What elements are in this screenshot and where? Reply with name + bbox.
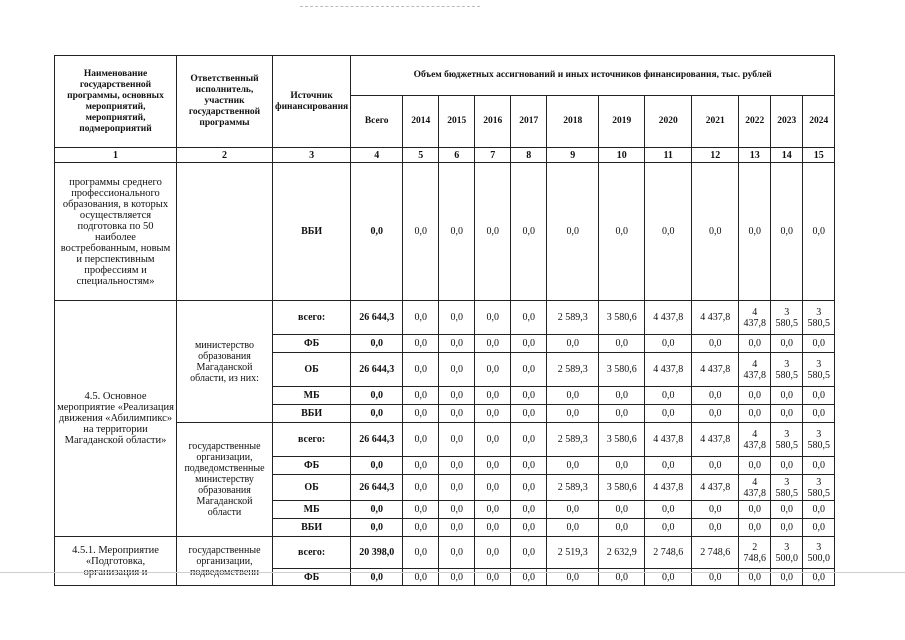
year-header: 2018 <box>547 96 599 148</box>
value-cell: 0,0 <box>547 335 599 353</box>
value-cell: 0,0 <box>547 519 599 537</box>
value-cell: 0,0 <box>403 353 439 387</box>
value-cell: 3 580,5 <box>803 353 835 387</box>
value-cell: 3 500,0 <box>771 537 803 569</box>
value-cell: 0,0 <box>547 569 599 586</box>
column-number: 15 <box>803 148 835 163</box>
year-header: 2019 <box>599 96 645 148</box>
value-cell: 2 589,3 <box>547 301 599 335</box>
value-cell: 0,0 <box>511 387 547 405</box>
value-cell: 20 398,0 <box>351 537 403 569</box>
column-number: 5 <box>403 148 439 163</box>
bottom-scan-line <box>0 572 905 573</box>
value-cell: 0,0 <box>803 163 835 301</box>
value-cell: 0,0 <box>403 387 439 405</box>
header-name: Наименование государственной программы, основных мероприятий, мероприятий, подмероприятий <box>55 56 177 148</box>
value-cell: 0,0 <box>645 163 692 301</box>
value-cell: 0,0 <box>692 519 739 537</box>
value-cell: 4 437,8 <box>692 475 739 501</box>
value-cell: 0,0 <box>439 501 475 519</box>
value-cell: 3 580,6 <box>599 423 645 457</box>
value-cell: 0,0 <box>403 519 439 537</box>
value-cell: 0,0 <box>351 163 403 301</box>
value-cell: 4 437,8 <box>692 301 739 335</box>
value-cell: 3 580,6 <box>599 353 645 387</box>
budget-table <box>54 55 835 586</box>
value-cell: 0,0 <box>599 569 645 586</box>
value-cell: 0,0 <box>403 475 439 501</box>
column-number: 14 <box>771 148 803 163</box>
source-cell: всего: <box>273 423 351 457</box>
source-cell: МБ <box>273 387 351 405</box>
value-cell: 0,0 <box>403 569 439 586</box>
value-cell: 4 437,8 <box>645 475 692 501</box>
value-cell: 0,0 <box>475 301 511 335</box>
year-header: 2017 <box>511 96 547 148</box>
value-cell: 0,0 <box>692 569 739 586</box>
source-cell: МБ <box>273 501 351 519</box>
value-cell: 0,0 <box>692 405 739 423</box>
value-cell: 0,0 <box>475 353 511 387</box>
value-cell: 0,0 <box>547 387 599 405</box>
column-number: 12 <box>692 148 739 163</box>
value-cell: 0,0 <box>599 519 645 537</box>
value-cell: 0,0 <box>547 163 599 301</box>
year-header: 2016 <box>475 96 511 148</box>
value-cell: 26 644,3 <box>351 301 403 335</box>
source-cell: ВБИ <box>273 405 351 423</box>
year-header: 2014 <box>403 96 439 148</box>
value-cell: 0,0 <box>645 405 692 423</box>
value-cell: 0,0 <box>771 335 803 353</box>
value-cell: 0,0 <box>439 163 475 301</box>
value-cell: 0,0 <box>403 163 439 301</box>
value-cell: 0,0 <box>511 475 547 501</box>
value-cell: 0,0 <box>599 405 645 423</box>
executor-cell: государственные организации, подведомственн <box>177 537 273 586</box>
column-number: 1 <box>55 148 177 163</box>
value-cell: 3 580,5 <box>771 475 803 501</box>
value-cell: 0,0 <box>439 475 475 501</box>
table-row <box>55 301 835 335</box>
value-cell: 2 632,9 <box>599 537 645 569</box>
value-cell: 0,0 <box>511 519 547 537</box>
value-cell: 2 589,3 <box>547 353 599 387</box>
source-cell: всего: <box>273 301 351 335</box>
value-cell: 0,0 <box>599 335 645 353</box>
value-cell: 0,0 <box>439 387 475 405</box>
executor-cell <box>177 163 273 301</box>
column-number: 3 <box>273 148 351 163</box>
header-source: Источник финансирования <box>273 56 351 148</box>
value-cell: 0,0 <box>439 519 475 537</box>
value-cell: 0,0 <box>475 501 511 519</box>
value-cell: 0,0 <box>403 457 439 475</box>
value-cell: 0,0 <box>511 335 547 353</box>
year-header: Всего <box>351 96 403 148</box>
value-cell: 0,0 <box>475 405 511 423</box>
value-cell: 0,0 <box>439 457 475 475</box>
value-cell: 0,0 <box>771 457 803 475</box>
value-cell: 0,0 <box>511 457 547 475</box>
value-cell: 0,0 <box>439 353 475 387</box>
column-number: 13 <box>739 148 771 163</box>
value-cell: 0,0 <box>645 569 692 586</box>
value-cell: 0,0 <box>511 301 547 335</box>
value-cell: 0,0 <box>645 335 692 353</box>
value-cell: 0,0 <box>475 475 511 501</box>
value-cell: 0,0 <box>351 405 403 423</box>
value-cell: 0,0 <box>645 387 692 405</box>
value-cell: 2 748,6 <box>692 537 739 569</box>
column-number: 8 <box>511 148 547 163</box>
value-cell: 3 580,6 <box>599 475 645 501</box>
value-cell: 4 437,8 <box>645 423 692 457</box>
table-row <box>55 163 835 301</box>
value-cell: 0,0 <box>803 569 835 586</box>
value-cell: 0,0 <box>771 569 803 586</box>
value-cell: 0,0 <box>439 423 475 457</box>
year-header: 2024 <box>803 96 835 148</box>
value-cell: 0,0 <box>511 423 547 457</box>
value-cell: 0,0 <box>645 519 692 537</box>
source-cell: ОБ <box>273 475 351 501</box>
value-cell: 0,0 <box>739 569 771 586</box>
column-number: 4 <box>351 148 403 163</box>
value-cell: 3 580,5 <box>771 423 803 457</box>
value-cell: 0,0 <box>739 457 771 475</box>
value-cell: 0,0 <box>547 457 599 475</box>
value-cell: 0,0 <box>403 335 439 353</box>
value-cell: 4 437,8 <box>692 423 739 457</box>
column-number: 9 <box>547 148 599 163</box>
value-cell: 26 644,3 <box>351 423 403 457</box>
value-cell: 0,0 <box>403 405 439 423</box>
value-cell: 0,0 <box>547 501 599 519</box>
value-cell: 0,0 <box>739 501 771 519</box>
year-header: 2020 <box>645 96 692 148</box>
value-cell: 0,0 <box>771 163 803 301</box>
value-cell: 0,0 <box>511 569 547 586</box>
program-name: программы среднего профессионального образования, в которых осуществляется подготовка по 50 наиболее востребованным, новым и перспективным профессиям и специальностям» <box>55 163 177 301</box>
value-cell: 0,0 <box>692 163 739 301</box>
value-cell: 0,0 <box>599 457 645 475</box>
value-cell: 0,0 <box>511 537 547 569</box>
value-cell: 0,0 <box>692 457 739 475</box>
value-cell: 0,0 <box>803 519 835 537</box>
value-cell: 3 580,6 <box>599 301 645 335</box>
value-cell: 0,0 <box>771 405 803 423</box>
activity-name: 4.5. Основное мероприятие «Реализация движения «Абилимпикс» на территории Магаданской области» <box>55 301 177 537</box>
value-cell: 0,0 <box>475 387 511 405</box>
value-cell: 4 437,8 <box>739 475 771 501</box>
value-cell: 0,0 <box>439 301 475 335</box>
value-cell: 4 437,8 <box>739 301 771 335</box>
column-number: 6 <box>439 148 475 163</box>
value-cell: 2 748,6 <box>739 537 771 569</box>
value-cell: 0,0 <box>692 501 739 519</box>
value-cell: 4 437,8 <box>739 353 771 387</box>
value-cell: 0,0 <box>739 405 771 423</box>
value-cell: 0,0 <box>475 163 511 301</box>
value-cell: 0,0 <box>511 501 547 519</box>
source-cell: ОБ <box>273 353 351 387</box>
value-cell: 4 437,8 <box>739 423 771 457</box>
value-cell: 0,0 <box>511 405 547 423</box>
value-cell: 0,0 <box>771 519 803 537</box>
value-cell: 0,0 <box>771 387 803 405</box>
value-cell: 0,0 <box>439 335 475 353</box>
value-cell: 0,0 <box>475 457 511 475</box>
value-cell: 0,0 <box>599 387 645 405</box>
value-cell: 0,0 <box>439 569 475 586</box>
value-cell: 3 580,5 <box>803 475 835 501</box>
year-header: 2022 <box>739 96 771 148</box>
table-row <box>55 537 835 569</box>
value-cell: 0,0 <box>692 335 739 353</box>
value-cell: 4 437,8 <box>692 353 739 387</box>
value-cell: 0,0 <box>692 387 739 405</box>
value-cell: 0,0 <box>645 501 692 519</box>
value-cell: 0,0 <box>803 405 835 423</box>
value-cell: 4 437,8 <box>645 301 692 335</box>
value-cell: 0,0 <box>739 163 771 301</box>
year-header: 2023 <box>771 96 803 148</box>
value-cell: 3 580,5 <box>803 301 835 335</box>
header-executor: Ответственный исполнитель, участник государственной программы <box>177 56 273 148</box>
value-cell: 0,0 <box>475 335 511 353</box>
source-cell: ВБИ <box>273 519 351 537</box>
value-cell: 0,0 <box>351 335 403 353</box>
value-cell: 2 589,3 <box>547 423 599 457</box>
value-cell: 0,0 <box>351 387 403 405</box>
source-cell: ФБ <box>273 457 351 475</box>
value-cell: 0,0 <box>511 163 547 301</box>
value-cell: 0,0 <box>511 353 547 387</box>
value-cell: 2 748,6 <box>645 537 692 569</box>
value-cell: 0,0 <box>475 519 511 537</box>
value-cell: 0,0 <box>771 501 803 519</box>
value-cell: 0,0 <box>403 301 439 335</box>
value-cell: 0,0 <box>475 569 511 586</box>
value-cell: 0,0 <box>351 569 403 586</box>
value-cell: 0,0 <box>645 457 692 475</box>
source-cell: всего: <box>273 537 351 569</box>
value-cell: 3 580,5 <box>803 423 835 457</box>
value-cell: 26 644,3 <box>351 353 403 387</box>
source-cell: ФБ <box>273 569 351 586</box>
value-cell: 2 519,3 <box>547 537 599 569</box>
value-cell: 3 580,5 <box>771 353 803 387</box>
value-cell: 0,0 <box>351 457 403 475</box>
value-cell: 0,0 <box>803 501 835 519</box>
source-cell: ВБИ <box>273 163 351 301</box>
activity-name: 4.5.1. Мероприятие «Подготовка, организация и <box>55 537 177 586</box>
value-cell: 0,0 <box>439 537 475 569</box>
value-cell: 0,0 <box>739 335 771 353</box>
value-cell: 0,0 <box>439 405 475 423</box>
value-cell: 3 580,5 <box>771 301 803 335</box>
value-cell: 4 437,8 <box>645 353 692 387</box>
value-cell: 0,0 <box>599 163 645 301</box>
value-cell: 0,0 <box>475 537 511 569</box>
value-cell: 0,0 <box>803 457 835 475</box>
column-number: 10 <box>599 148 645 163</box>
value-cell: 0,0 <box>351 519 403 537</box>
value-cell: 0,0 <box>475 423 511 457</box>
value-cell: 0,0 <box>599 501 645 519</box>
value-cell: 0,0 <box>547 405 599 423</box>
value-cell: 2 589,3 <box>547 475 599 501</box>
value-cell: 0,0 <box>403 501 439 519</box>
value-cell: 0,0 <box>803 335 835 353</box>
value-cell: 0,0 <box>403 537 439 569</box>
value-cell: 0,0 <box>739 519 771 537</box>
source-cell: ФБ <box>273 335 351 353</box>
top-scan-line <box>300 6 480 7</box>
value-cell: 0,0 <box>351 501 403 519</box>
value-cell: 0,0 <box>739 387 771 405</box>
column-number: 11 <box>645 148 692 163</box>
value-cell: 0,0 <box>403 423 439 457</box>
executor-cell: министерство образования Магаданской области, из них: <box>177 301 273 423</box>
value-cell: 0,0 <box>803 387 835 405</box>
column-number: 2 <box>177 148 273 163</box>
executor-cell: государственные организации, подведомственные министерству образования Магаданской области <box>177 423 273 537</box>
header-budget: Объем бюджетных ассигнований и иных источников финансирования, тыс. рублей <box>351 56 835 96</box>
column-number: 7 <box>475 148 511 163</box>
year-header: 2015 <box>439 96 475 148</box>
value-cell: 3 500,0 <box>803 537 835 569</box>
value-cell: 26 644,3 <box>351 475 403 501</box>
year-header: 2021 <box>692 96 739 148</box>
